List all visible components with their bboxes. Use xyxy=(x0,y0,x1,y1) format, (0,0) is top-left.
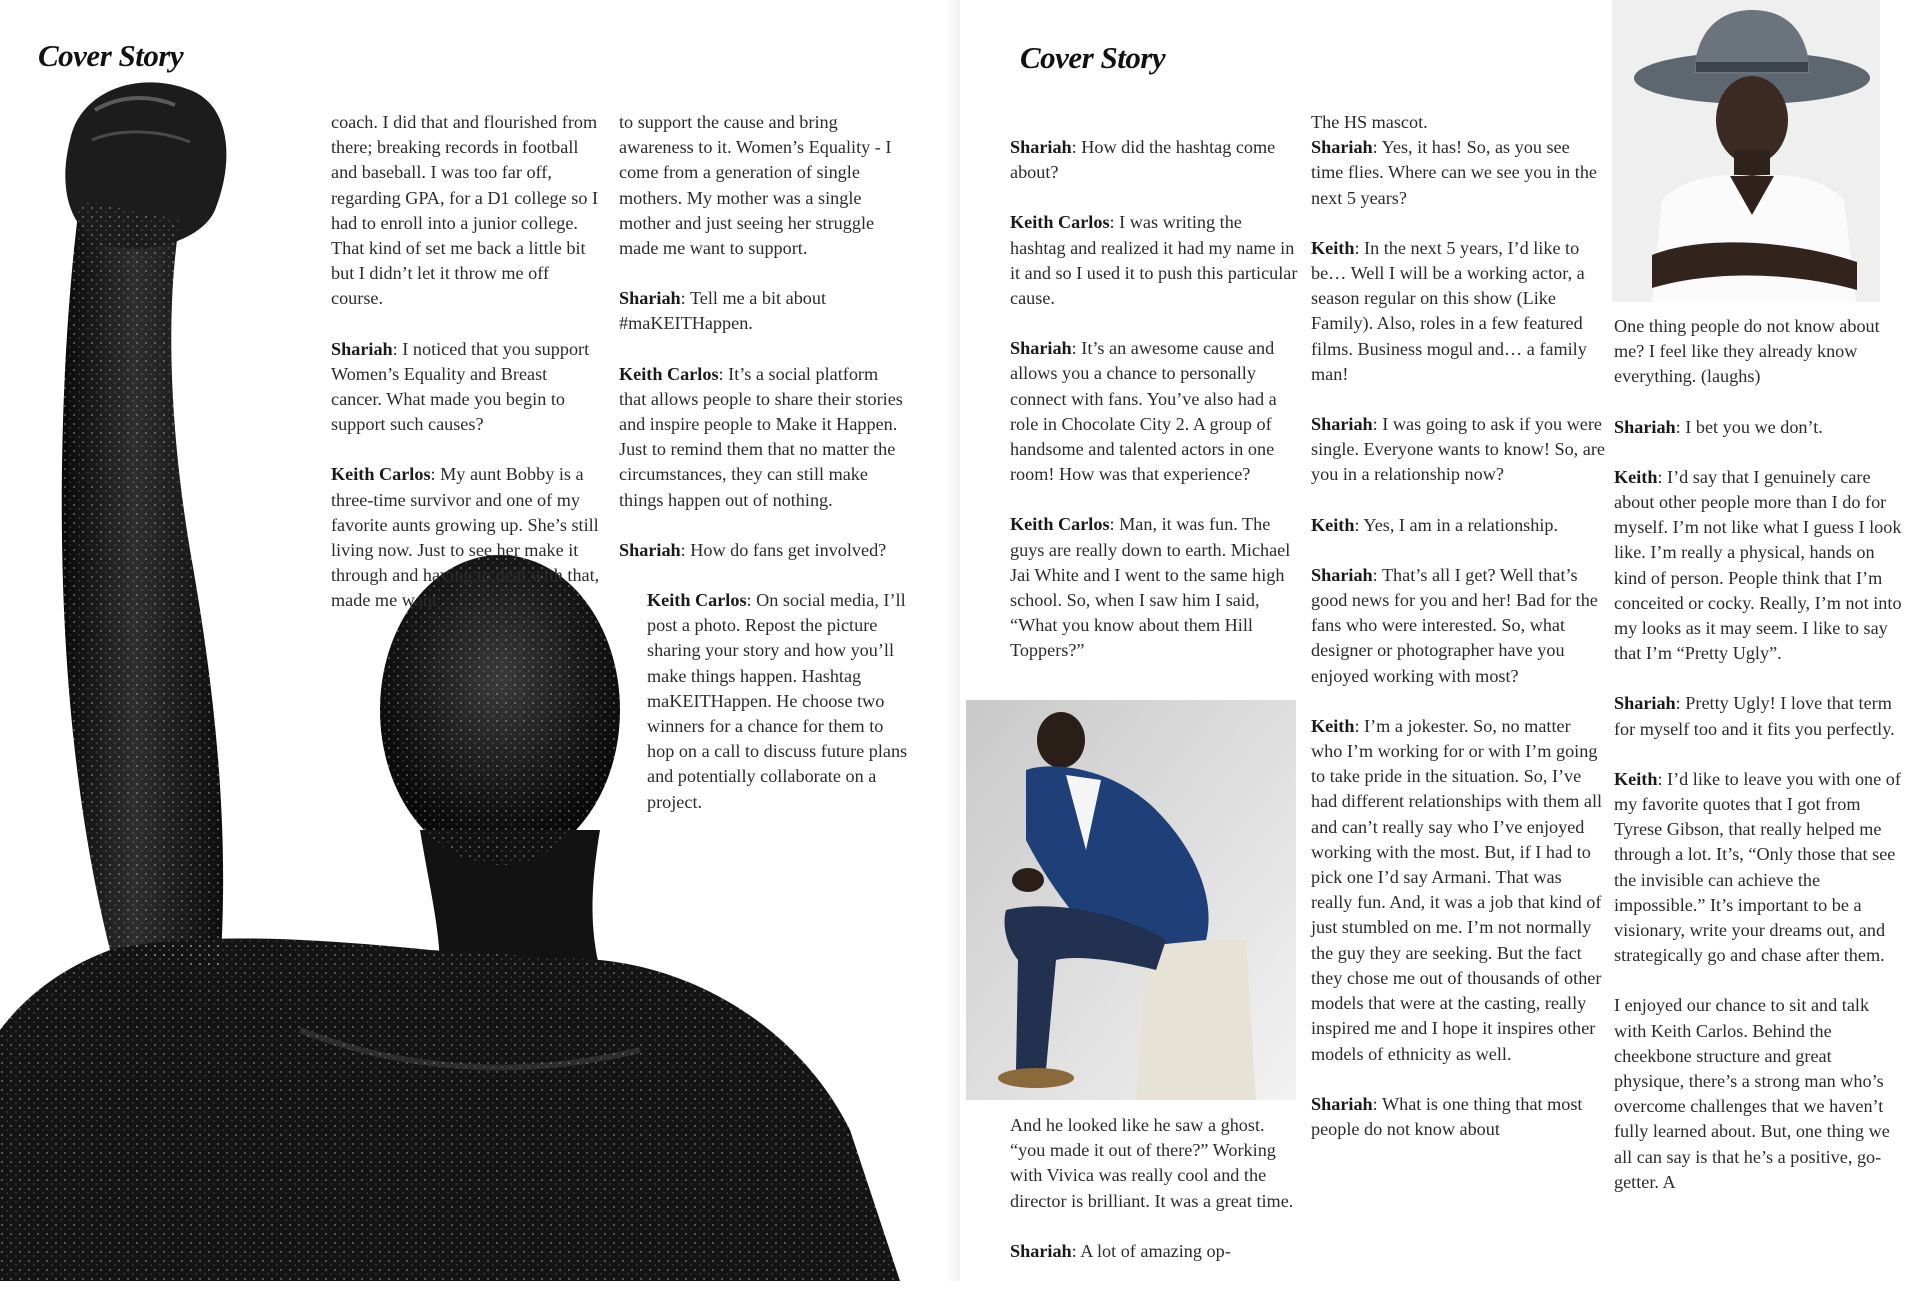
interview-question: Shariah: How do fans get involved? xyxy=(619,539,887,560)
speaker-name: Shariah xyxy=(619,539,681,560)
man-in-blue-suit-icon xyxy=(966,700,1296,1100)
speaker-name: Shariah xyxy=(1010,338,1072,359)
right-column-1 xyxy=(1010,135,1300,689)
speaker-name: Shariah xyxy=(619,288,681,309)
interview-question: Shariah: I bet you we don’t. xyxy=(1614,416,1823,437)
speaker-name: Shariah xyxy=(331,338,393,359)
speaker-name: Shariah xyxy=(1010,1240,1072,1261)
left-page xyxy=(0,0,960,1281)
interview-question: Shariah: It’s an awesome cause and allows you a chance to personally connect with fans. You’ve also had a role in Chocolate City 2. A group of handsome and talented actors in one room! How was that experience? xyxy=(1010,338,1277,485)
right-column-3 xyxy=(1614,314,1904,1220)
paragraph: And he looked like he saw a ghost. “you made it out of there?” Working with Vivica was really cool and the director is brilliant. It was a great time. xyxy=(1010,1115,1294,1211)
right-page xyxy=(960,0,1920,1281)
speaker-name: Shariah xyxy=(1614,693,1676,714)
interview-answer: Keith Carlos: I was writing the hashtag and realized it had my name in it and so I used it to push this particular cause. xyxy=(1010,212,1298,309)
speaker-name: Keith xyxy=(1614,768,1658,789)
paragraph: One thing people do not know about me? I feel like they already know everything. (laughs) xyxy=(1614,316,1880,387)
paragraph: coach. I did that and flourished from there; breaking records in football and baseball. I was too far off, regarding GPA, for a D1 college so I had to enroll into a junior college. That kind of set me back a little bit but I didn’t let it throw me off course. xyxy=(331,112,599,309)
speaker-name: Keith xyxy=(1614,466,1658,487)
speaker-name: Shariah xyxy=(1311,1093,1373,1114)
paragraph: The HS mascot. xyxy=(1311,112,1428,132)
right-column-1-continued xyxy=(1010,1113,1300,1289)
speaker-name: Keith Carlos xyxy=(331,464,431,485)
paragraph: I enjoyed our chance to sit and talk with Keith Carlos. Behind the cheekbone structure and great physique, there’s a strong man who’s overcome challenges that we haven’t fully learned about. But, one thing we all can say is that he’s a positive, go-getter. A xyxy=(1614,995,1890,1192)
left-column-2 xyxy=(619,110,909,840)
speaker-name: Shariah xyxy=(1010,137,1072,157)
interview-question: Shariah: Tell me a bit about #maKEITHappen. xyxy=(619,288,827,334)
speaker-name: Keith xyxy=(1311,237,1355,258)
interview-question: Shariah: What is one thing that most people do not know about xyxy=(1311,1093,1583,1139)
suit-portrait-photo xyxy=(966,700,1296,1100)
speaker-name: Keith Carlos xyxy=(619,363,719,384)
section-label: Cover Story xyxy=(38,38,184,73)
right-column-2 xyxy=(1311,110,1605,1167)
interview-question: Shariah: Yes, it has! So, as you see time flies. Where can we see you in the next 5 years? xyxy=(1311,137,1598,208)
interview-answer: Keith Carlos: My aunt Bobby is a three-time survivor and one of my favorite aunts growing up. She’s still living now. Just to see her make it through and having to deal with that, made me want xyxy=(331,464,600,611)
speaker-name: Keith xyxy=(1311,715,1355,736)
interview-answer: Keith: I’m a jokester. So, no matter who I’m working for or with I’m going to take pride in the situation. So, I’ve had different relationships with them all and can’t really say who I’ve enjoyed working with the most. But, if I had to pick one I’d say Armani. That was really fun. And, it was a job that kind of just stumbled on me. I’m not normally the guy they are seeking. But the fact they chose me out of thousands of other models that were at the casting, really inspired me and I hope it inspires other models of ethnicity as well. xyxy=(1311,715,1603,1064)
hat-portrait-photo xyxy=(1612,0,1880,302)
interview-question: Shariah: A lot of amazing op- xyxy=(1010,1240,1231,1261)
interview-question: Shariah: How did the hashtag come about? xyxy=(1010,137,1276,183)
speaker-name: Keith Carlos xyxy=(1010,212,1110,233)
interview-answer: Keith: Yes, I am in a relationship. xyxy=(1311,514,1559,535)
interview-question: Shariah: I was going to ask if you were single. Everyone wants to know! So, are you in a relationship now? xyxy=(1311,414,1605,485)
interview-question: Shariah: That’s all I get? Well that’s good news for you and her! Bad for the fans who were interested. So, what designer or photographer have you enjoyed working with most? xyxy=(1311,564,1598,686)
speaker-name: Shariah xyxy=(1311,137,1373,158)
interview-question: Shariah: I noticed that you support Women’s Equality and Breast cancer. What made you begin to support such causes? xyxy=(331,338,590,435)
paragraph: to support the cause and bring awareness to it. Women’s Equality - I come from a generation of single mothers. My mother was a single mother and just seeing her struggle made me want to support. xyxy=(619,112,892,259)
speaker-name: Keith xyxy=(1311,514,1355,535)
speaker-name: Shariah xyxy=(1311,564,1373,585)
speaker-name: Keith Carlos xyxy=(1010,514,1110,535)
interview-question: Shariah: Pretty Ugly! I love that term for myself too and it fits you perfectly. xyxy=(1614,693,1895,739)
interview-answer: Keith Carlos: Man, it was fun. The guys are really down to earth. Michael Jai White and I went to the same high school. So, when I saw him I said, “What you know about them Hill Toppers?” xyxy=(1010,514,1291,661)
interview-answer: Keith: In the next 5 years, I’d like to be… Well I will be a working actor, a season regular on this show (Like Family). Also, roles in a few featured films. Business mogul and… a family man! xyxy=(1311,237,1587,384)
speaker-name: Shariah xyxy=(1311,414,1373,435)
interview-answer: Keith: I’d say that I genuinely care about other people more than I do for myself. I’m not like what I guess I look like. I’m really a physical, hands on kind of person. People think that I’m conceited or cocky. Really, I’m not into my looks as it may seem. I like to say that I’m “Pretty Ugly”. xyxy=(1614,466,1902,664)
interview-answer: Keith Carlos: On social media, I’ll post a photo. Repost the picture sharing your story and how you’ll make things happen. Hashtag maKEITHappen. He choose two winners for a chance for them to hop on a call to discuss future plans and potentially collaborate on a project. xyxy=(647,590,908,812)
section-label: Cover Story xyxy=(1020,40,1166,75)
left-column-1 xyxy=(331,110,601,639)
interview-answer: Keith Carlos: It’s a social platform that allows people to share their stories and inspire people to Make it Happen. Just to remind them that no matter the circumstances, they can still make things happen out of nothing. xyxy=(619,363,903,510)
speaker-name: Keith Carlos xyxy=(647,590,747,611)
speaker-name: Shariah xyxy=(1614,416,1676,437)
interview-answer: Keith: I’d like to leave you with one of my favorite quotes that I got from Tyrese Gibson, that really helped me through a lot. It’s, “Only those that see the invisible can achieve the impossible.” It’s important to be a visionary, write your dreams out, and strategically go and chase after them. xyxy=(1614,768,1901,966)
man-in-hat-icon xyxy=(1612,0,1880,302)
